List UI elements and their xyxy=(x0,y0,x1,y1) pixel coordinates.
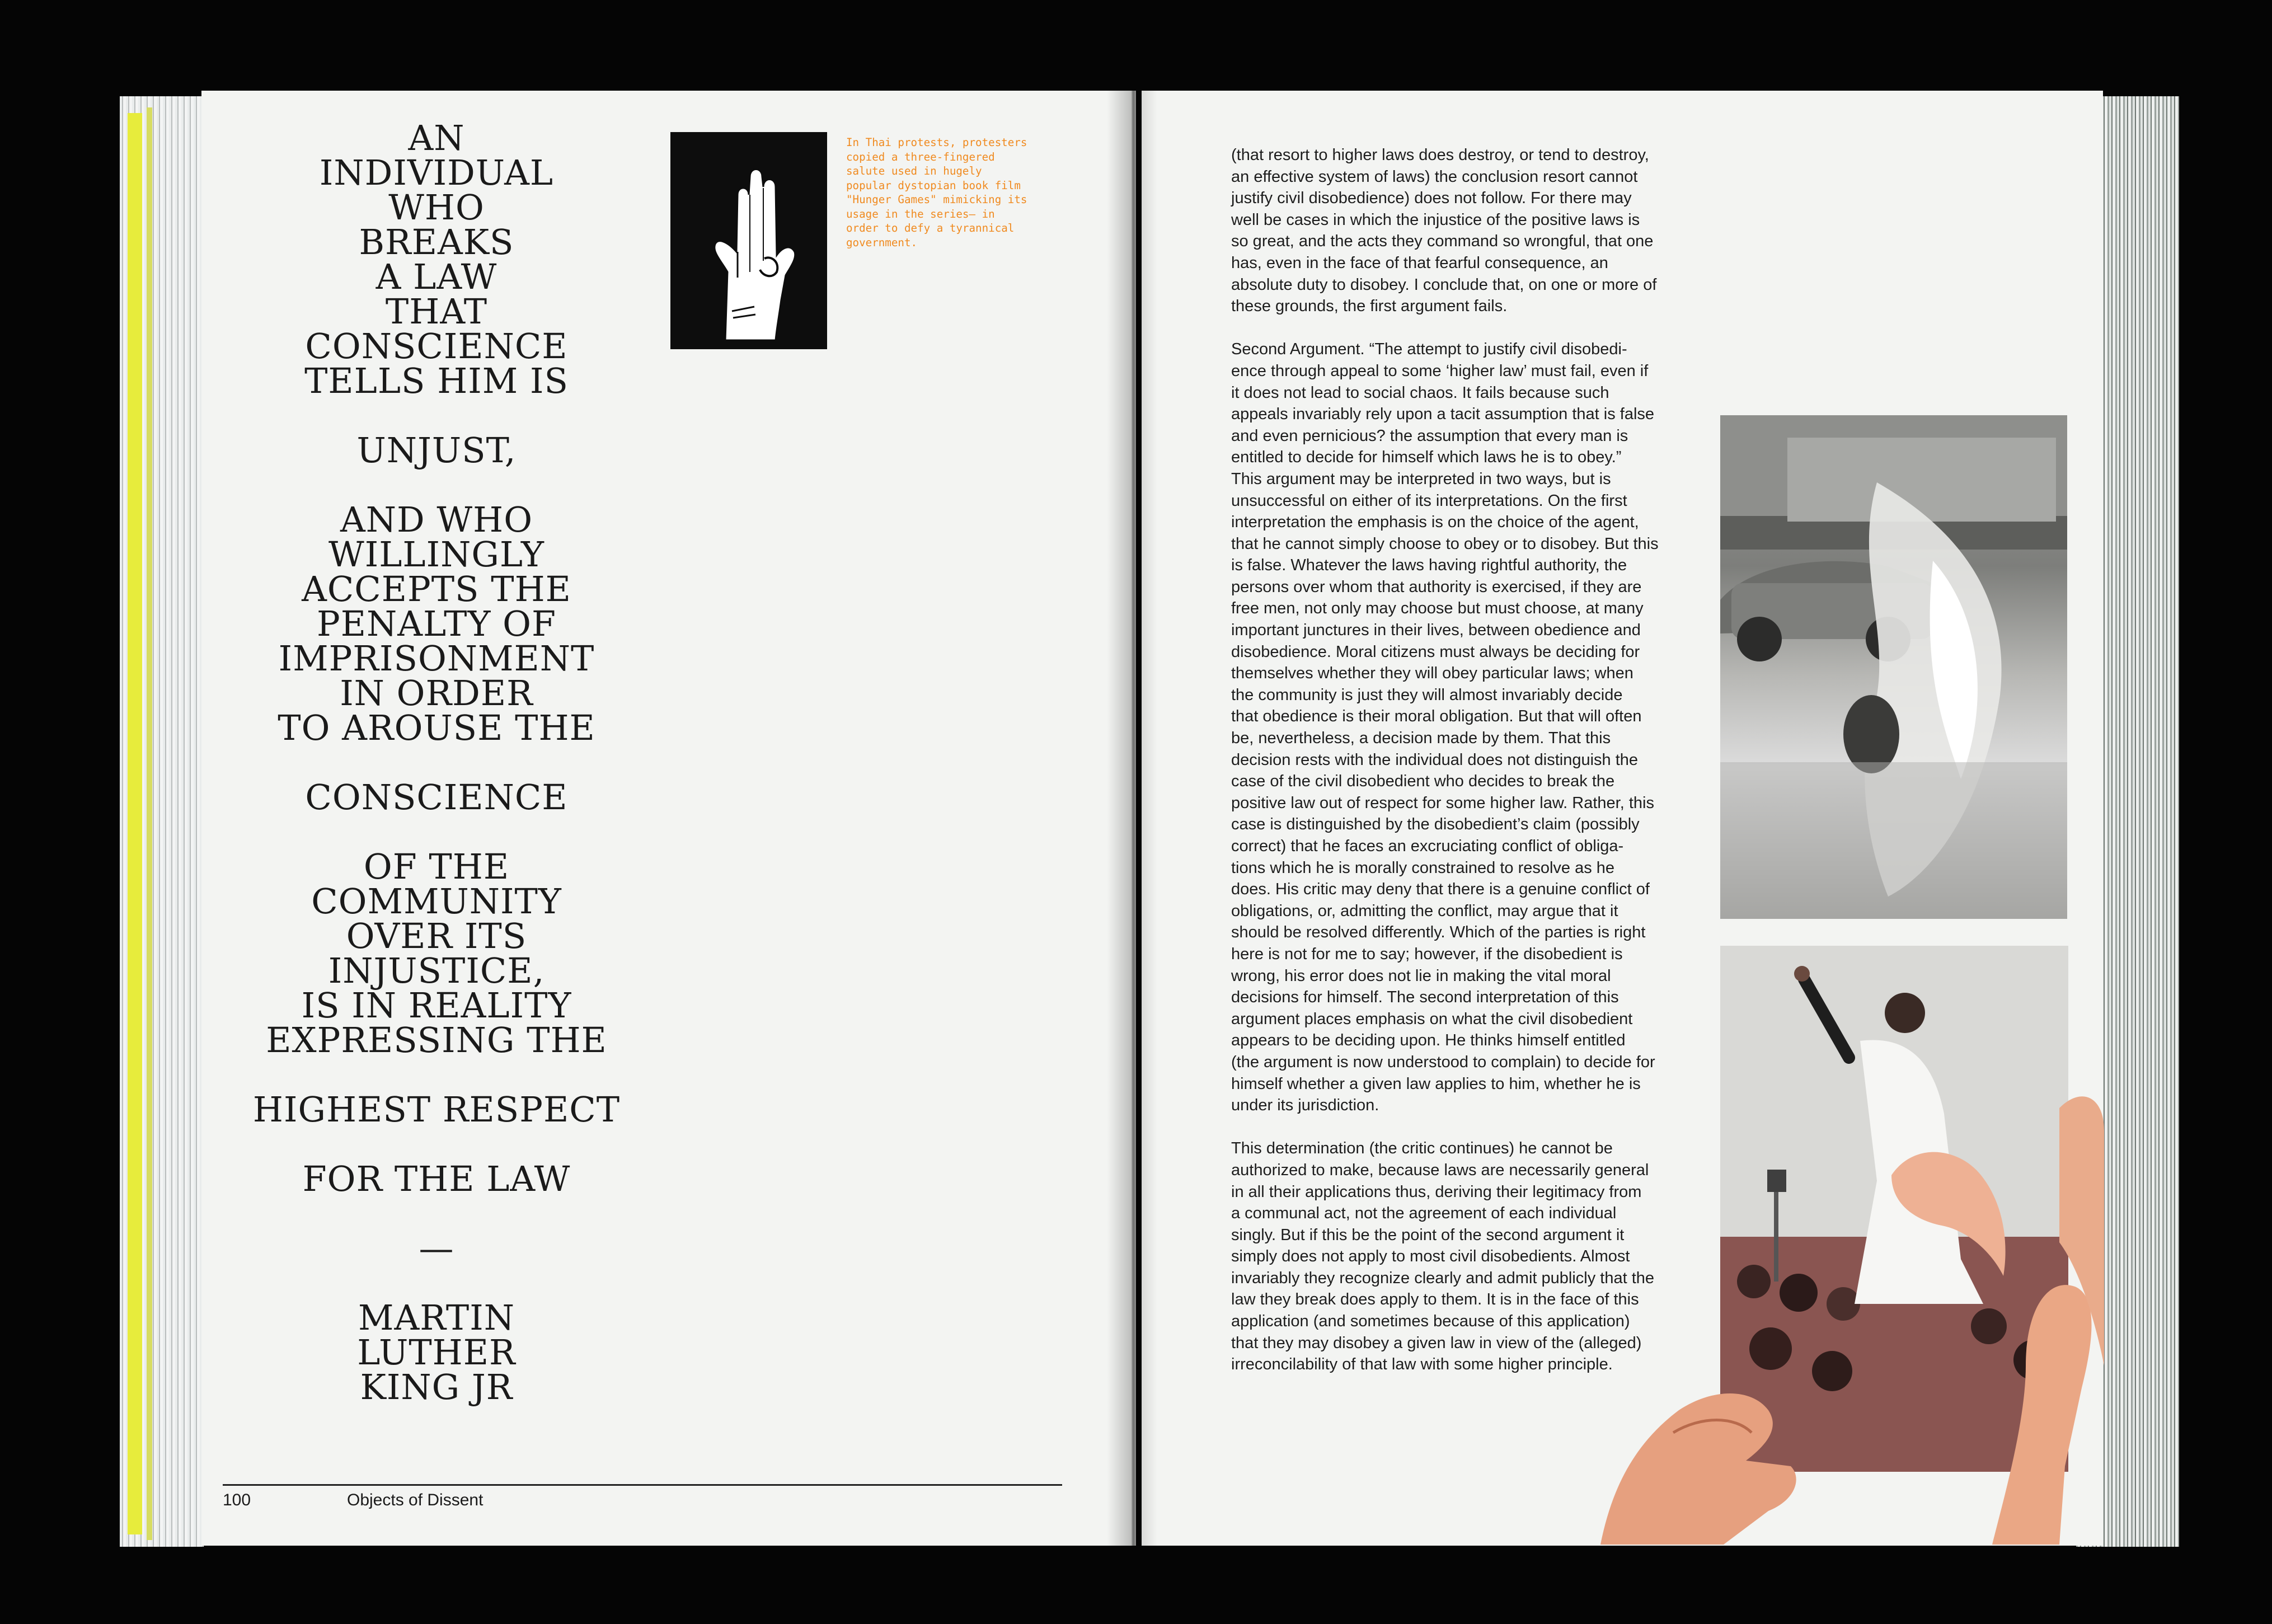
body-line: should be resolved differently. Which of the parties is right xyxy=(1231,923,1646,942)
body-line: the community is just they will almost invariably decide xyxy=(1231,686,1623,704)
quote-line: CONSCIENCE xyxy=(305,326,568,367)
caption-line: order to defy a tyrannical xyxy=(846,222,1015,234)
quote-line: INDIVIDUAL xyxy=(319,152,554,193)
body-line: under its jurisdiction. xyxy=(1231,1096,1379,1115)
quote-line: IS IN REALITY xyxy=(301,985,572,1026)
body-line: law they break does apply to them. It is in the face of this xyxy=(1231,1290,1639,1309)
body-line: himself whether a given law applies to him, whether he is xyxy=(1231,1074,1641,1093)
body-line: that he cannot simply choose to obey or to disobey. But this xyxy=(1231,534,1659,553)
quote-line: IMPRISONMENT xyxy=(278,638,595,679)
quote-line: UNJUST, xyxy=(356,430,517,471)
body-line: Second Argument. “The attempt to justify civil disobedi- xyxy=(1231,340,1627,359)
body-line: This determination (the critic continues) he cannot be xyxy=(1231,1139,1613,1158)
quote-line: PENALTY OF xyxy=(317,603,556,644)
body-line: appeals invariably rely upon a tacit assumption that is false xyxy=(1231,405,1655,424)
body-line: disobedience. Moral citizens must always be deciding for xyxy=(1231,642,1640,661)
body-line: obligations, or, admitting the conflict, may argue that it xyxy=(1231,902,1618,920)
body-line: persons over whom that authority is exercised, if they are xyxy=(1231,578,1642,596)
body-line: these grounds, the first argument fails. xyxy=(1231,297,1508,316)
caption-line: popular dystopian book film xyxy=(846,179,1021,192)
quote-spacer xyxy=(224,815,649,849)
body-line: decision rests with the individual does not distinguish the xyxy=(1231,750,1639,769)
body-line: free men, not only may choose but must choose, at many xyxy=(1231,599,1644,618)
running-title: Objects of Dissent xyxy=(347,1491,483,1509)
quote-line: HIGHEST RESPECT xyxy=(252,1089,621,1130)
body-line: ence through appeal to some ‘higher law’ must fail, even if xyxy=(1231,362,1649,380)
three-finger-salute-illustration xyxy=(670,132,827,349)
caption-line: usage in the series— in xyxy=(846,207,995,220)
body-line: singly. But if this be the point of the second argument it xyxy=(1231,1226,1625,1244)
body-line: important junctures in their lives, between obedience and xyxy=(1231,621,1641,640)
quote-line: A LAW xyxy=(375,256,497,297)
page-number: 100 xyxy=(223,1491,251,1509)
caption-line: In Thai protests, protesters xyxy=(846,136,1027,149)
quote-line: OF THE xyxy=(363,846,510,887)
quote-line: FOR THE LAW xyxy=(302,1158,571,1199)
caption-line: salute used in hugely xyxy=(846,165,982,177)
body-line: interpretation the emphasis is on the choice of the agent, xyxy=(1231,513,1639,532)
body-line: unsuccessful on either of its interpretations. On the first xyxy=(1231,491,1627,510)
body-line: application (and sometimes because of this application) xyxy=(1231,1312,1630,1331)
body-line: case is distinguished by the disobedient’s claim (possibly xyxy=(1231,815,1640,834)
body-line: appears to be deciding upon. He thinks himself entitled xyxy=(1231,1031,1626,1050)
body-line: argument places emphasis on what the civil disobedient xyxy=(1231,1010,1633,1028)
paragraph-gap xyxy=(1231,317,1707,339)
book-gutter xyxy=(1107,91,1157,1546)
quote-line: WILLINGLY xyxy=(328,534,544,575)
quote-line: CONSCIENCE xyxy=(305,777,568,818)
body-line: it does not lead to social chaos. It fails because such xyxy=(1231,383,1609,402)
body-line: be, nevertheless, a decision made by them. That this xyxy=(1231,729,1611,748)
hand-salute-icon xyxy=(670,132,827,349)
quote-line: WHO xyxy=(388,187,485,228)
quote-line: OVER ITS xyxy=(346,916,527,956)
attribution-line: KING JR xyxy=(360,1367,513,1407)
body-line: a communal act, not the agreement of each individual xyxy=(1231,1204,1617,1223)
attribution-line: LUTHER xyxy=(357,1332,516,1373)
quote-line: TELLS HIM IS xyxy=(304,360,569,401)
quote-spacer xyxy=(224,1058,649,1092)
body-line: justify civil disobedience) does not follow. For there may xyxy=(1231,189,1632,208)
body-line: (that resort to higher laws does destroy, or tend to destroy, xyxy=(1231,146,1649,164)
attribution-line: MARTIN xyxy=(358,1297,515,1338)
quote-line: AND WHO xyxy=(340,499,533,540)
quote-line: INJUSTICE, xyxy=(328,950,545,991)
caption-line: government. xyxy=(846,236,918,249)
body-line: is false. Whatever the laws having rightful authority, the xyxy=(1231,556,1627,575)
caption-line: copied a three-fingered xyxy=(846,150,995,163)
body-line: simply does not apply to most civil disobedients. Almost xyxy=(1231,1247,1630,1266)
quote-line: THAT xyxy=(385,291,488,332)
quote-line: AN xyxy=(408,118,465,158)
quote-spacer xyxy=(224,1196,649,1231)
body-line: so great, and the acts they command so wrongful, that one xyxy=(1231,232,1654,251)
quote-dash: — xyxy=(419,1228,454,1269)
quote-spacer xyxy=(224,1127,649,1162)
body-line: This argument may be interpreted in two ways, but is xyxy=(1231,470,1611,488)
body-line: wrong, his error does not lie in making the vital moral xyxy=(1231,966,1611,985)
body-line: authorized to make, because laws are necessarily general xyxy=(1231,1161,1649,1179)
pull-quote xyxy=(224,118,649,1407)
left-page-edges xyxy=(120,96,204,1547)
body-line: that obedience is their moral obligation. But that will often xyxy=(1231,707,1642,726)
quote-spacer xyxy=(224,1266,649,1301)
body-line: positive law out of respect for some higher law. Rather, this xyxy=(1231,794,1654,812)
image-caption xyxy=(846,135,1070,250)
body-line: (the argument is now understood to complain) to decide for xyxy=(1231,1053,1655,1071)
quote-spacer xyxy=(224,398,649,433)
body-line: here is not for me to say; however, if the disobedient is xyxy=(1231,945,1623,963)
body-line: tions which he is morally constrained to resolve as he xyxy=(1231,858,1615,877)
quote-line: IN ORDER xyxy=(340,673,533,714)
body-line: invariably they recognize clearly and admit publicly that the xyxy=(1231,1269,1655,1287)
burning-monk-photo xyxy=(1720,415,2067,919)
body-line: irreconcilability of that law with some higher principle. xyxy=(1231,1355,1613,1374)
body-line: absolute duty to disobey. I conclude that, on one or more of xyxy=(1231,275,1657,294)
quote-spacer xyxy=(224,468,649,503)
quote-line: EXPRESSING THE xyxy=(266,1020,607,1060)
quote-line: ACCEPTS THE xyxy=(302,569,571,609)
body-line: case of the civil disobedient who decides to break the xyxy=(1231,772,1615,791)
yellow-page-edge-inner xyxy=(147,107,152,1540)
holding-hands xyxy=(1600,1074,2104,1545)
body-line: an effective system of laws) the conclusion resort cannot xyxy=(1231,167,1638,186)
body-line: themselves whether they will obey particular laws; when xyxy=(1231,664,1633,683)
body-line: well be cases in which the injustice of the positive laws is xyxy=(1231,210,1640,229)
yellow-page-edge xyxy=(128,113,142,1534)
body-line: decisions for himself. The second interpretation of this xyxy=(1231,988,1619,1007)
body-line: does. His critic may deny that there is a genuine conflict of xyxy=(1231,880,1650,899)
quote-line: COMMUNITY xyxy=(311,881,562,922)
body-line: and even pernicious? the assumption that every man is xyxy=(1231,426,1628,445)
body-line: has, even in the face of that fearful consequence, an xyxy=(1231,254,1608,272)
body-line: correct) that he faces an excruciating conflict of obliga- xyxy=(1231,837,1624,855)
quote-line: BREAKS xyxy=(359,222,514,262)
caption-line: "Hunger Games" mimicking its xyxy=(846,193,1027,206)
body-line: entitled to decide for himself which laws he is to obey.” xyxy=(1231,448,1622,467)
quote-line: TO AROUSE THE xyxy=(278,707,595,748)
body-line: that they may disobey a given law in view of the (alleged) xyxy=(1231,1334,1642,1352)
body-line: in all their applications thus, deriving their legitimacy from xyxy=(1231,1182,1642,1201)
footer-rule xyxy=(223,1484,1062,1486)
quote-spacer xyxy=(224,745,649,780)
